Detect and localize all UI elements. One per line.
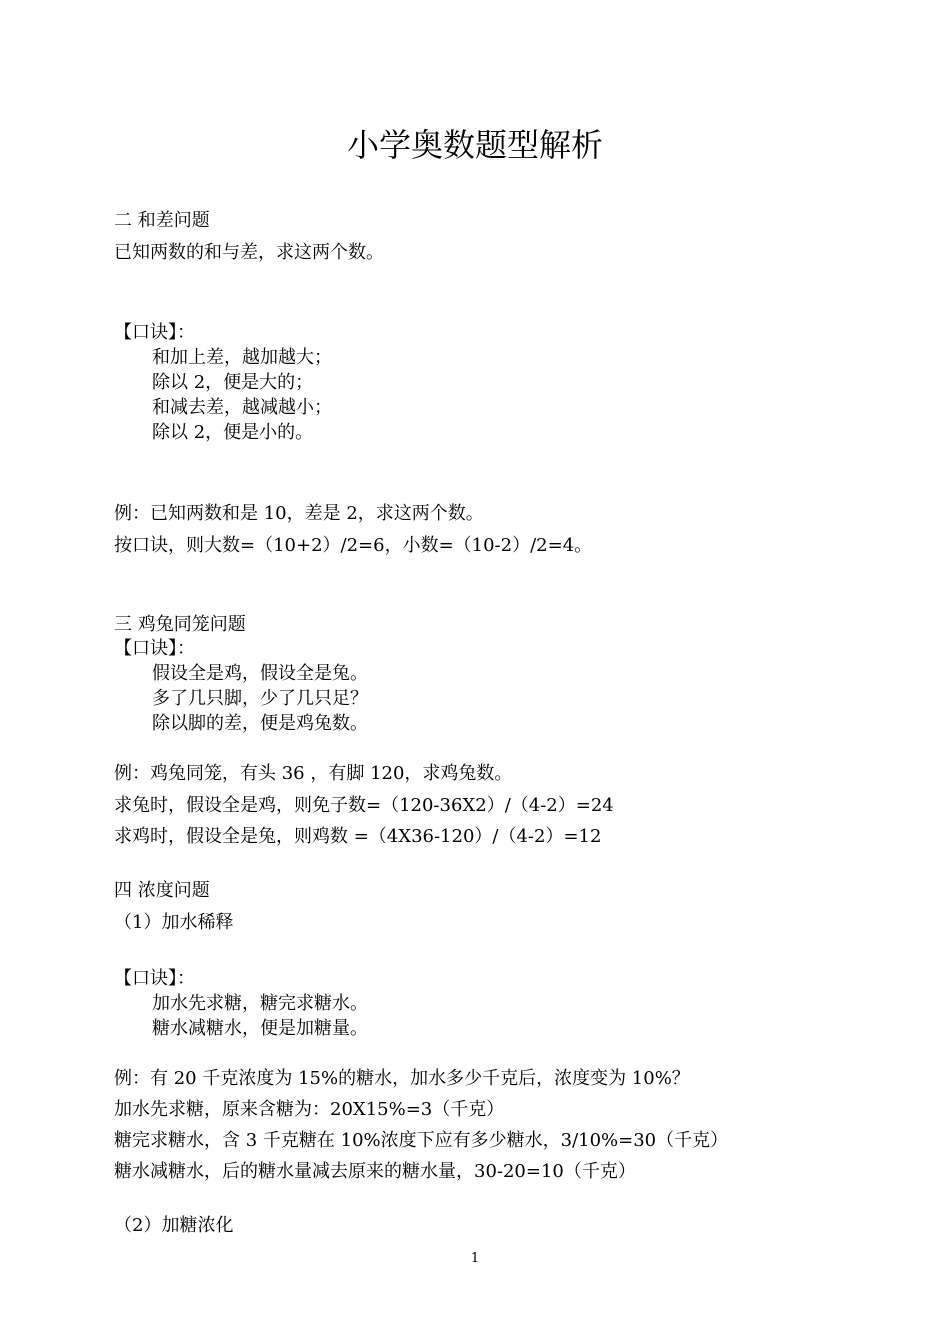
example-line: 糖完求糖水，含 3 千克糖在 10%浓度下应有多少糖水，3/10%=30（千克） xyxy=(114,1130,729,1151)
mnemonic-line: 除以 2，便是大的； xyxy=(152,372,314,393)
text-line: 已知两数的和与差，求这两个数。 xyxy=(114,242,384,263)
mnemonic-line: 假设全是鸡，假设全是兔。 xyxy=(152,663,368,684)
mnemonic-label: 【口诀】： xyxy=(114,322,195,343)
mnemonic-label: 【口诀】： xyxy=(114,968,195,989)
mnemonic-label: 【口诀】： xyxy=(114,638,195,659)
example-line: 求兔时，假设全是鸡，则免子数=（120-36X2）/（4-2）=24 xyxy=(114,795,614,816)
mnemonic-line: 除以 2，便是小的。 xyxy=(152,422,314,443)
document-title: 小学奥数题型解析 xyxy=(346,126,603,164)
subsection-heading: （1）加水稀释 xyxy=(114,912,234,933)
mnemonic-line: 糖水减糖水，便是加糖量。 xyxy=(152,1018,368,1039)
mnemonic-line: 和加上差，越加越大； xyxy=(152,347,332,368)
section-heading-ji-tu: 三 鸡兔同笼问题 xyxy=(114,614,246,635)
example-line: 糖水减糖水，后的糖水量减去原来的糖水量，30-20=10（千克） xyxy=(114,1161,636,1182)
example-line: 按口诀，则大数=（10+2）/2=6，小数=（10-2）/2=4。 xyxy=(114,535,593,556)
example-line: 求鸡时，假设全是兔，则鸡数 =（4X36-120）/（4-2）=12 xyxy=(114,826,602,847)
example-line: 例：有 20 千克浓度为 15%的糖水，加水多少千克后，浓度变为 10%？ xyxy=(114,1068,690,1089)
mnemonic-line: 和减去差，越减越小； xyxy=(152,397,332,418)
example-line: 例：鸡兔同笼，有头 36 ，有脚 120，求鸡兔数。 xyxy=(114,763,513,784)
mnemonic-line: 加水先求糖，糖完求糖水。 xyxy=(152,993,368,1014)
subsection-heading: （2）加糖浓化 xyxy=(114,1215,234,1236)
section-heading-nong-du: 四 浓度问题 xyxy=(114,880,210,901)
mnemonic-line: 除以脚的差，便是鸡兔数。 xyxy=(152,713,368,734)
example-line: 加水先求糖，原来含糖为：20X15%=3（千克） xyxy=(114,1099,505,1120)
page-number: 1 xyxy=(470,1251,480,1266)
mnemonic-line: 多了几只脚，少了几只足？ xyxy=(152,688,368,709)
example-line: 例：已知两数和是 10，差是 2，求这两个数。 xyxy=(114,503,484,524)
section-heading-he-cha: 二 和差问题 xyxy=(114,210,210,231)
